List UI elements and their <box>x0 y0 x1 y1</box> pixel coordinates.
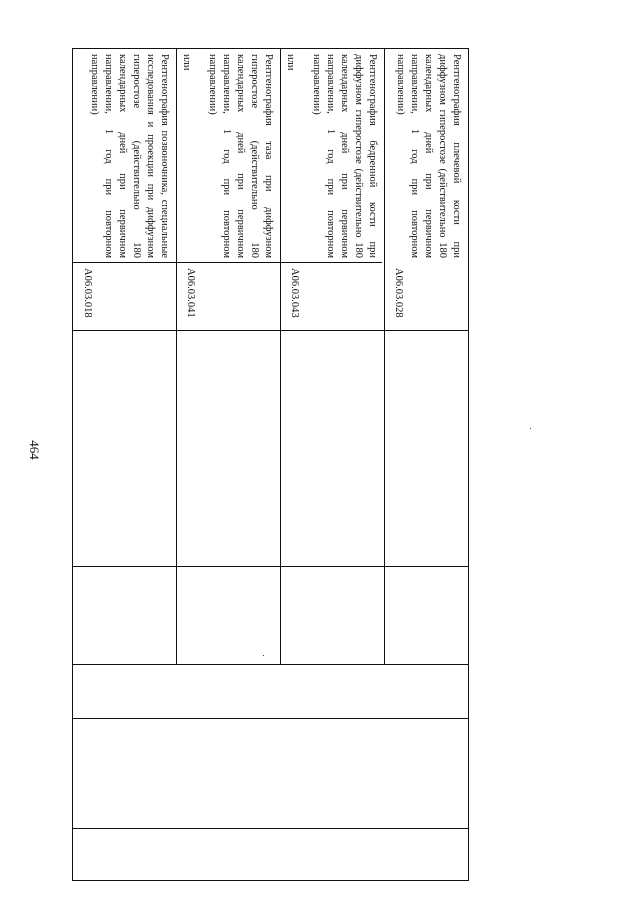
cell-separator <box>72 572 73 664</box>
row-code: A06.03.018 <box>82 268 93 318</box>
description-text: Рентгенография таза при диффузном гиперостозе (действительно 180 календарных дней при первичном направлении, 1 год при повторном направлении) <box>207 54 274 258</box>
row-separator <box>384 48 385 665</box>
row-separator <box>176 48 177 665</box>
page-number: 464 <box>27 440 42 460</box>
row-code: A06.03.041 <box>185 268 196 318</box>
table-border-top <box>72 48 469 49</box>
column-separator <box>72 718 469 719</box>
description-text: Рентгенография плечевой кости при диффузном гиперостозе (действительно 180 календарных дней при первичном направлении, 1 год при повторном направлении) <box>395 54 462 258</box>
row-description <box>283 54 379 258</box>
description-text: Рентгенография позвоночника, специальные исследования и проекции при диффузном гиперостозе (действительно 180 календарных дней при первичном направлении, 1 год при повторном направлении) <box>89 54 170 258</box>
column-separator <box>72 566 469 567</box>
description-text: Рентгенография бедренной кости при диффузном гиперостозе (действительно 180 календарных дней при первичном направлении, 1 год при повторном направлении) <box>311 54 378 258</box>
row-description <box>87 54 171 258</box>
column-separator <box>72 262 382 263</box>
column-separator <box>72 664 469 665</box>
row-separator <box>280 48 281 665</box>
or-connector: или <box>181 54 192 71</box>
column-separator <box>72 828 469 829</box>
table-border-right <box>468 48 469 881</box>
table-border-left <box>72 48 73 881</box>
table-border-bottom <box>72 880 469 881</box>
row-code: A06.03.043 <box>289 268 300 318</box>
row-description <box>179 54 275 258</box>
scan-speck <box>530 428 531 429</box>
scan-speck <box>263 655 264 656</box>
column-separator <box>72 330 469 331</box>
or-connector: или <box>285 54 296 71</box>
row-code: A06.03.028 <box>393 268 404 318</box>
row-description <box>393 54 463 258</box>
